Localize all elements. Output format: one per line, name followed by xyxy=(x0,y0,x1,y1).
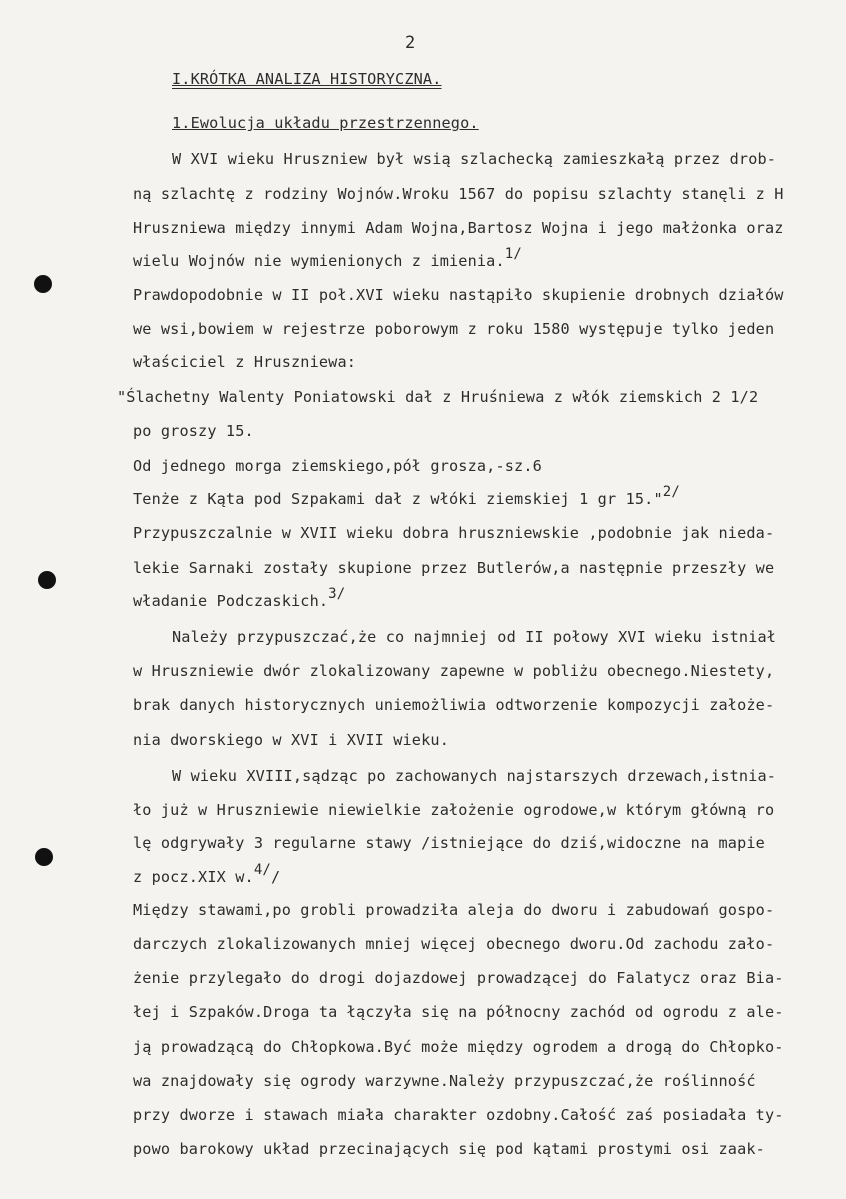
line-text: W wieku XVIII,sądząc po zachowanych najstarszych drzewach,istnia- xyxy=(172,767,777,785)
line-tail: / xyxy=(271,868,281,886)
text-line xyxy=(133,484,680,508)
text-line xyxy=(133,696,774,714)
text-line xyxy=(133,286,784,304)
footnote-ref: 1/ xyxy=(504,246,522,262)
line-text: nia dworskiego w XVI i XVII wieku. xyxy=(133,731,449,749)
text-line xyxy=(172,150,776,168)
text-line xyxy=(133,1038,784,1056)
line-text: brak danych historycznych uniemożliwia odtworzenie kompozycji założe- xyxy=(133,696,775,714)
line-text: darczych zlokalizowanych mniej więcej obecnego dworu.Od zachodu zało- xyxy=(133,935,775,953)
line-text: Przypuszczalnie w XVII wieku dobra hruszniewskie ,podobnie jak nieda- xyxy=(133,524,775,542)
line-text: lę odgrywały 3 regularne stawy /istniejące do dziś,widoczne na mapie xyxy=(133,834,765,852)
line-text: W XVI wieku Hruszniew był wsią szlachecką zamieszkałą przez drob- xyxy=(172,150,777,168)
text-line xyxy=(133,524,774,542)
text-line xyxy=(172,767,776,785)
line-text: właściciel z Hruszniewa: xyxy=(133,353,357,371)
line-text: Tenże z Kąta pod Szpakami dał z włóki ziemskiej 1 gr 15." xyxy=(133,490,663,508)
text-line xyxy=(133,969,784,987)
text-line xyxy=(133,586,346,610)
punch-hole-bottom xyxy=(35,848,53,866)
line-text: po groszy 15. xyxy=(133,422,254,440)
line-text: powo barokowy układ przecinających się pod kątami prostymi osi zaak- xyxy=(133,1140,765,1158)
line-text: Hruszniewa między innymi Adam Wojna,Bartosz Wojna i jego małżonka oraz xyxy=(133,219,784,237)
text-line xyxy=(133,246,522,270)
text-line xyxy=(133,801,774,819)
line-text: wielu Wojnów nie wymienionych z imienia. xyxy=(133,252,505,270)
text-line xyxy=(133,901,774,919)
line-text: Od jednego morga ziemskiego,pół grosza,-sz.6 xyxy=(133,457,542,475)
text-line xyxy=(133,662,774,680)
line-text: ło już w Hruszniewie niewielkie założenie ogrodowe,w którym główną ro xyxy=(133,801,775,819)
line-text: ją prowadzącą do Chłopkowa.Być może między ogrodem a drogą do Chłopko- xyxy=(133,1038,784,1056)
line-text: przy dworze i stawach miała charakter ozdobny.Całość zaś posiadała ty- xyxy=(133,1106,784,1124)
footnote-ref: 4/ xyxy=(253,862,271,878)
line-text: z pocz.XIX w. xyxy=(133,868,254,886)
page-number: 2 xyxy=(405,33,416,53)
text-line xyxy=(133,935,774,953)
text-line xyxy=(133,219,784,237)
line-text: władanie Podczaskich. xyxy=(133,592,329,610)
line-text: lekie Sarnaki zostały skupione przez Butlerów,a następnie przeszły we xyxy=(133,559,775,577)
section-heading: I.KRÓTKA ANALIZA HISTORYCZNA. xyxy=(172,70,442,88)
subsection-heading: 1.Ewolucja układu przestrzennego. xyxy=(172,114,479,132)
text-line xyxy=(133,862,281,886)
text-line xyxy=(133,457,542,475)
text-line xyxy=(133,1106,784,1124)
line-text: w Hruszniewie dwór zlokalizowany zapewne w pobliżu obecnego.Niestety, xyxy=(133,662,775,680)
footnote-ref: 3/ xyxy=(328,586,346,602)
line-text: Należy przypuszczać,że co najmniej od II połowy XVI wieku istniał xyxy=(172,628,777,646)
line-text: żenie przylegało do drogi dojazdowej prowadzącej do Falatycz oraz Bia- xyxy=(133,969,784,987)
line-text: "Ślachetny Walenty Poniatowski dał z Hruśniewa z włók ziemskich 2 1/2 xyxy=(117,388,759,406)
punch-hole-top xyxy=(34,275,52,293)
footnote-ref: 2/ xyxy=(662,484,680,500)
text-line xyxy=(133,731,449,749)
text-line xyxy=(133,320,774,338)
line-text: wa znajdowały się ogrody warzywne.Należy przypuszczać,że roślinność xyxy=(133,1072,756,1090)
text-line xyxy=(133,1003,784,1021)
punch-hole-middle xyxy=(38,571,56,589)
line-text: Między stawami,po grobli prowadziła aleja do dworu i zabudowań gospo- xyxy=(133,901,775,919)
text-line xyxy=(172,628,776,646)
text-line xyxy=(133,834,765,852)
line-text: Prawdopodobnie w II poł.XVI wieku nastąpiło skupienie drobnych działów xyxy=(133,286,784,304)
text-line xyxy=(133,422,254,440)
text-line xyxy=(133,1140,765,1158)
line-text: ną szlachtę z rodziny Wojnów.Wroku 1567 do popisu szlachty stanęli z H xyxy=(133,185,784,203)
line-text: we wsi,bowiem w rejestrze poborowym z roku 1580 występuje tylko jeden xyxy=(133,320,775,338)
text-line xyxy=(133,185,784,203)
text-line xyxy=(117,388,758,406)
line-text: łej i Szpaków.Droga ta łączyła się na północny zachód od ogrodu z ale- xyxy=(133,1003,784,1021)
text-line xyxy=(133,353,356,371)
text-line xyxy=(133,1072,756,1090)
text-line xyxy=(133,559,774,577)
